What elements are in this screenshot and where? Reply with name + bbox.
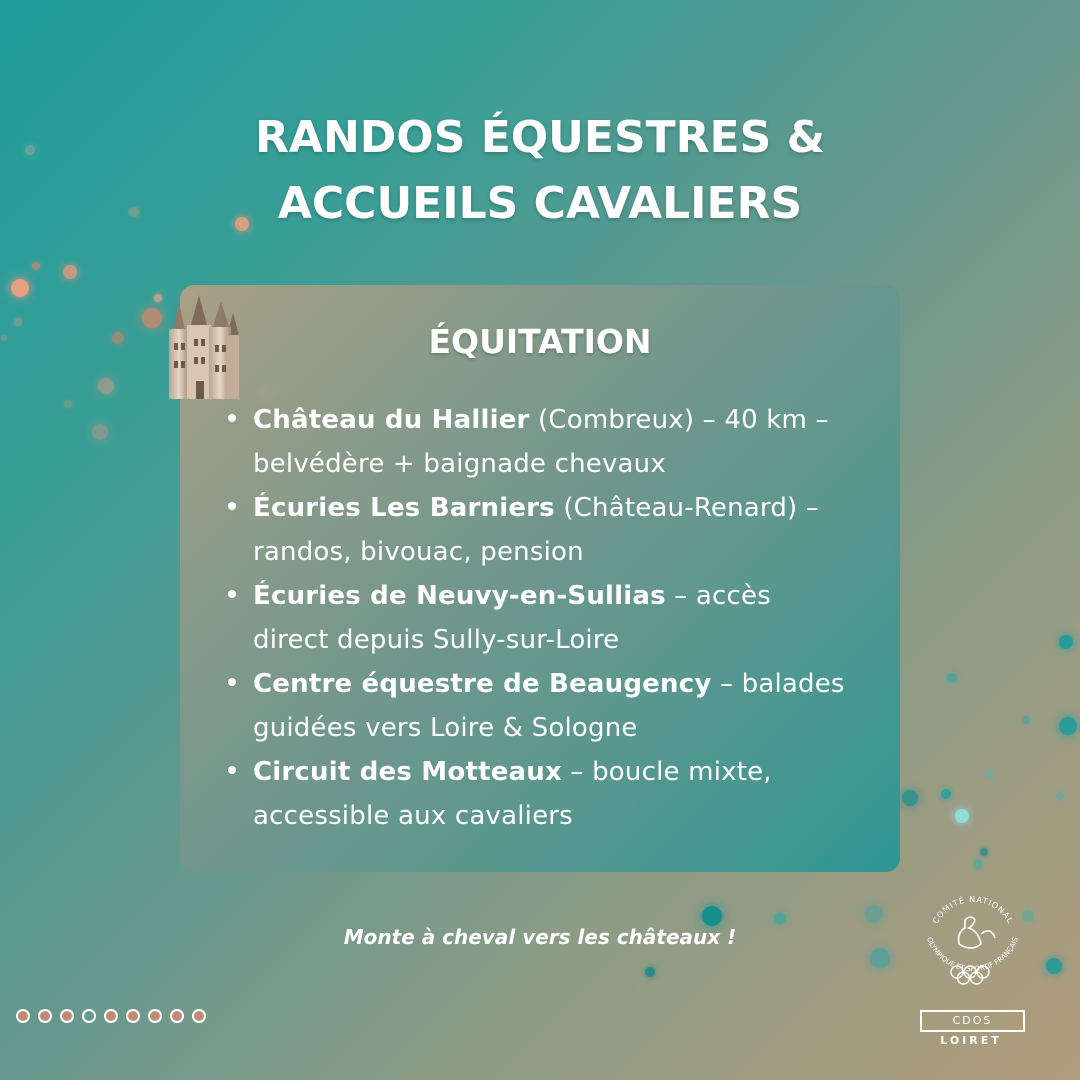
cdos-logo xyxy=(915,890,1030,1060)
list-item-title: Château du Hallier xyxy=(253,405,530,435)
bokeh-dot xyxy=(645,967,655,977)
title-line-1: RANDOS ÉQUESTRES & xyxy=(255,112,825,163)
page-title xyxy=(0,105,1080,237)
olympic-committee-emblem xyxy=(915,890,1030,1000)
logo-arc-side: OLYMPIQUE ET SPORTIF FRANÇAIS xyxy=(925,936,1020,974)
bokeh-dot xyxy=(1056,792,1064,800)
bokeh-dot xyxy=(702,906,722,926)
bullet-icon xyxy=(228,678,236,686)
list-item-text: – accès xyxy=(665,581,771,611)
card-heading: ÉQUITATION xyxy=(428,322,652,361)
bokeh-dot xyxy=(63,265,77,279)
list-item-text: – balades xyxy=(711,669,845,699)
bokeh-dot xyxy=(1059,635,1073,649)
logo-box: CDOS xyxy=(920,1010,1025,1032)
bokeh-dot xyxy=(112,332,124,344)
activity-list xyxy=(228,398,878,838)
pagination-dot[interactable] xyxy=(126,1009,140,1023)
bullet-icon xyxy=(228,590,236,598)
pagination-dots xyxy=(16,1009,206,1023)
list-item-title: Circuit des Motteaux xyxy=(253,757,562,787)
list-item xyxy=(228,750,878,838)
list-item-text: – boucle mixte, xyxy=(561,757,772,787)
bokeh-dot xyxy=(980,848,988,856)
bullet-icon xyxy=(228,414,236,422)
svg-text:COMITÉ NATIONAL xyxy=(931,894,1015,925)
title-line-2: ACCUEILS CAVALIERS xyxy=(277,178,803,229)
list-item-text: (Château-Renard) – xyxy=(554,493,820,523)
logo-subtitle: LOIRET xyxy=(940,1034,1002,1047)
bokeh-dot xyxy=(865,905,883,923)
list-item xyxy=(228,662,878,750)
bokeh-dot xyxy=(32,262,40,270)
list-item xyxy=(228,574,878,662)
bokeh-dot xyxy=(947,673,957,683)
list-item-line xyxy=(253,618,878,662)
bokeh-dot xyxy=(154,294,162,302)
bokeh-dot xyxy=(64,400,72,408)
pagination-dot[interactable] xyxy=(16,1009,30,1023)
list-item-line xyxy=(253,442,878,486)
list-item-line xyxy=(253,662,878,706)
list-item-title: Écuries Les Barniers xyxy=(253,493,555,523)
bokeh-dot xyxy=(11,279,29,297)
list-item-text: randos, bivouac, pension xyxy=(253,537,584,567)
rooster-icon xyxy=(959,917,995,948)
list-item-line xyxy=(253,794,878,838)
bokeh-dot xyxy=(92,424,108,440)
list-item-line xyxy=(253,750,878,794)
list-item xyxy=(228,486,878,574)
list-item-line xyxy=(253,530,878,574)
bokeh-dot xyxy=(973,859,983,869)
pagination-dot[interactable] xyxy=(148,1009,162,1023)
svg-text:OLYMPIQUE ET SPORTIF FRANÇAIS xyxy=(925,936,1020,973)
list-item-text: belvédère + baignade chevaux xyxy=(253,449,666,479)
bokeh-dot xyxy=(142,308,162,328)
bokeh-dot xyxy=(902,790,918,806)
pagination-dot-active[interactable] xyxy=(82,1009,96,1023)
list-item-line xyxy=(253,486,878,530)
bullet-icon xyxy=(228,502,236,510)
tagline: Monte à cheval vers les châteaux ! xyxy=(343,925,737,949)
bokeh-dot xyxy=(98,378,114,394)
list-item-text: direct depuis Sully-sur-Loire xyxy=(253,625,620,655)
bokeh-dot xyxy=(1022,716,1030,724)
bokeh-dot xyxy=(941,789,951,799)
list-item-line xyxy=(253,706,878,750)
list-item-text: (Combreux) – 40 km – xyxy=(529,405,829,435)
list-item xyxy=(228,398,878,486)
list-item-line xyxy=(253,398,878,442)
bokeh-dot xyxy=(1,335,7,341)
bokeh-dot xyxy=(870,948,890,968)
bokeh-dot xyxy=(14,318,22,326)
list-item-title: Écuries de Neuvy-en-Sullias xyxy=(253,581,666,611)
pagination-dot[interactable] xyxy=(170,1009,184,1023)
list-item-text: accessible aux cavaliers xyxy=(253,801,573,831)
pagination-dot[interactable] xyxy=(38,1009,52,1023)
bokeh-dot xyxy=(1046,958,1062,974)
pagination-dot[interactable] xyxy=(60,1009,74,1023)
pagination-dot[interactable] xyxy=(104,1009,118,1023)
bokeh-dot xyxy=(955,809,969,823)
list-item-text: guidées vers Loire & Sologne xyxy=(253,713,638,743)
bokeh-dot xyxy=(1059,717,1077,735)
bokeh-dot xyxy=(774,912,786,924)
bullet-icon xyxy=(228,766,236,774)
list-item-title: Centre équestre de Beaugency xyxy=(253,669,712,699)
bokeh-dot xyxy=(986,770,994,778)
logo-arc-top: COMITÉ NATIONAL xyxy=(930,894,1016,926)
list-item-line xyxy=(253,574,878,618)
pagination-dot[interactable] xyxy=(192,1009,206,1023)
